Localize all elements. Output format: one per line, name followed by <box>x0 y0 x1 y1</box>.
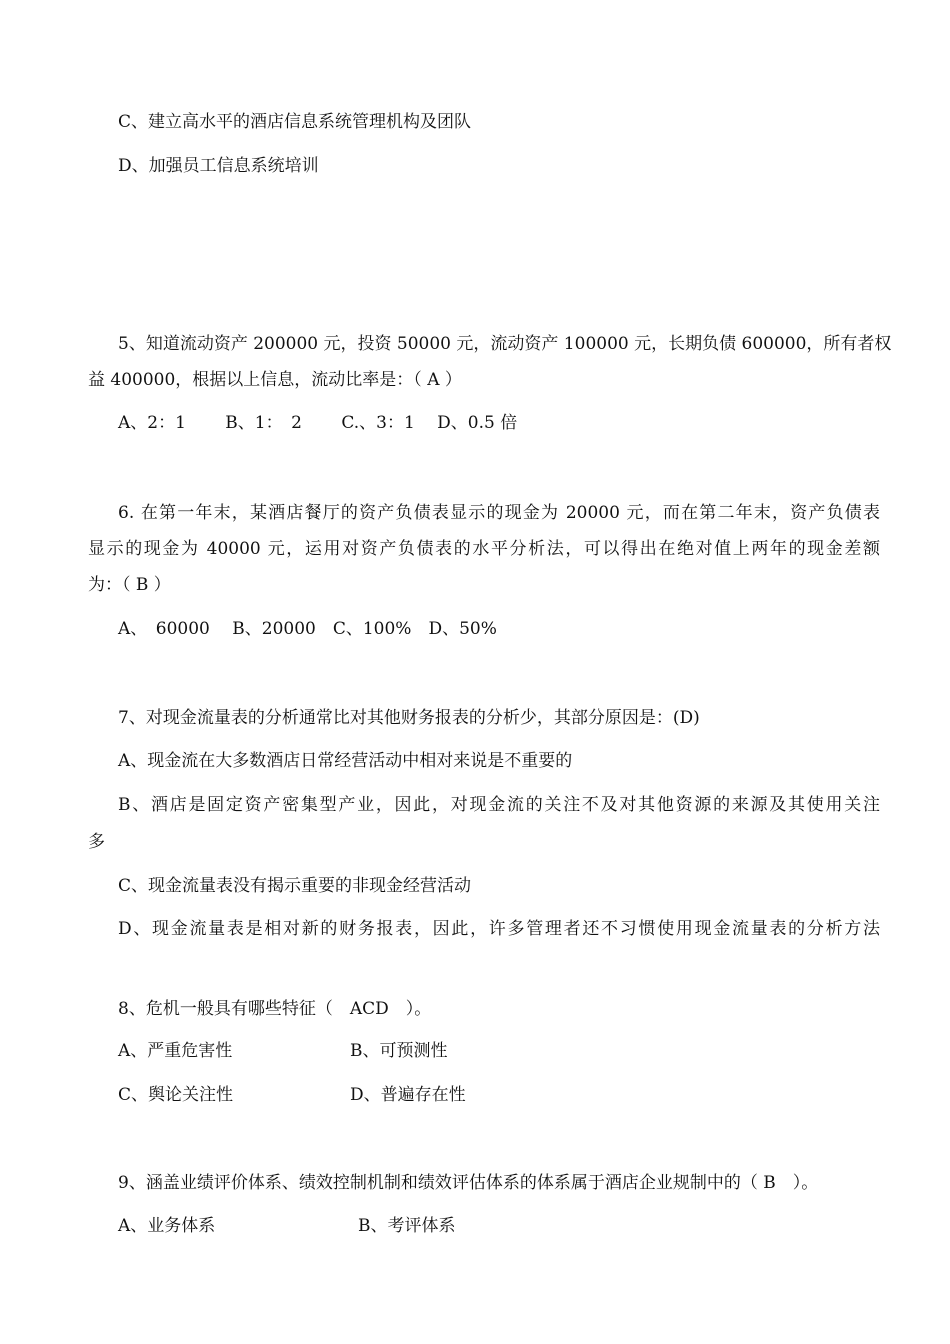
q6-stem-line2: 显示的现金为 40000 元，运用对资产负债表的水平分析法，可以得出在绝对值上两年的现金差额 <box>88 539 880 559</box>
q6-stem-line3: 为：（ B ） <box>88 575 171 595</box>
q5-stem-line2: 益 400000，根据以上信息，流动比率是：（ A ） <box>88 370 462 390</box>
q7-option-d: D、现金流量表是相对新的财务报表，因此，许多管理者还不习惯使用现金流量表的分析方法 <box>118 919 880 939</box>
q7-option-c: C、现金流量表没有揭示重要的非现金经营活动 <box>118 876 472 896</box>
q4-option-d: D、加强员工信息系统培训 <box>118 156 319 176</box>
q7-option-a: A、现金流在大多数酒店日常经营活动中相对来说是不重要的 <box>118 751 573 771</box>
q4-option-c: C、建立高水平的酒店信息系统管理机构及团队 <box>118 112 472 132</box>
q9-stem: 9、涵盖业绩评价体系、绩效控制机制和绩效评估体系的体系属于酒店企业规制中的（ B ）。 <box>118 1173 819 1193</box>
q9-option-b: B、考评体系 <box>358 1216 456 1236</box>
q7-stem: 7、对现金流量表的分析通常比对其他财务报表的分析少，其部分原因是：(D) <box>118 708 700 728</box>
q5-options: A、2：1 B、1： 2 C.、3：1 D、0.5 倍 <box>118 413 518 433</box>
q9-option-a: A、业务体系 <box>118 1216 216 1236</box>
q8-option-a: A、严重危害性 <box>118 1041 233 1061</box>
q6-options: A、 60000 B、20000 C、100% D、50% <box>118 619 497 639</box>
q8-option-c: C、舆论关注性 <box>118 1085 234 1105</box>
q8-stem: 8、危机一般具有哪些特征（ ACD ）。 <box>118 999 432 1019</box>
q5-stem-line1: 5、知道流动资产 200000 元，投资 50000 元，流动资产 100000 元，长期负债 600000，所有者权 <box>118 334 892 354</box>
q7-option-b-line1: B、酒店是固定资产密集型产业，因此，对现金流的关注不及对其他资源的来源及其使用关注 <box>118 795 880 815</box>
q7-option-b-line2: 多 <box>88 832 105 852</box>
q8-option-d: D、普遍存在性 <box>350 1085 466 1105</box>
q6-stem-line1: 6. 在第一年末，某酒店餐厅的资产负债表显示的现金为 20000 元，而在第二年末，资产负债表 <box>118 503 880 523</box>
q8-option-b: B、可预测性 <box>350 1041 448 1061</box>
